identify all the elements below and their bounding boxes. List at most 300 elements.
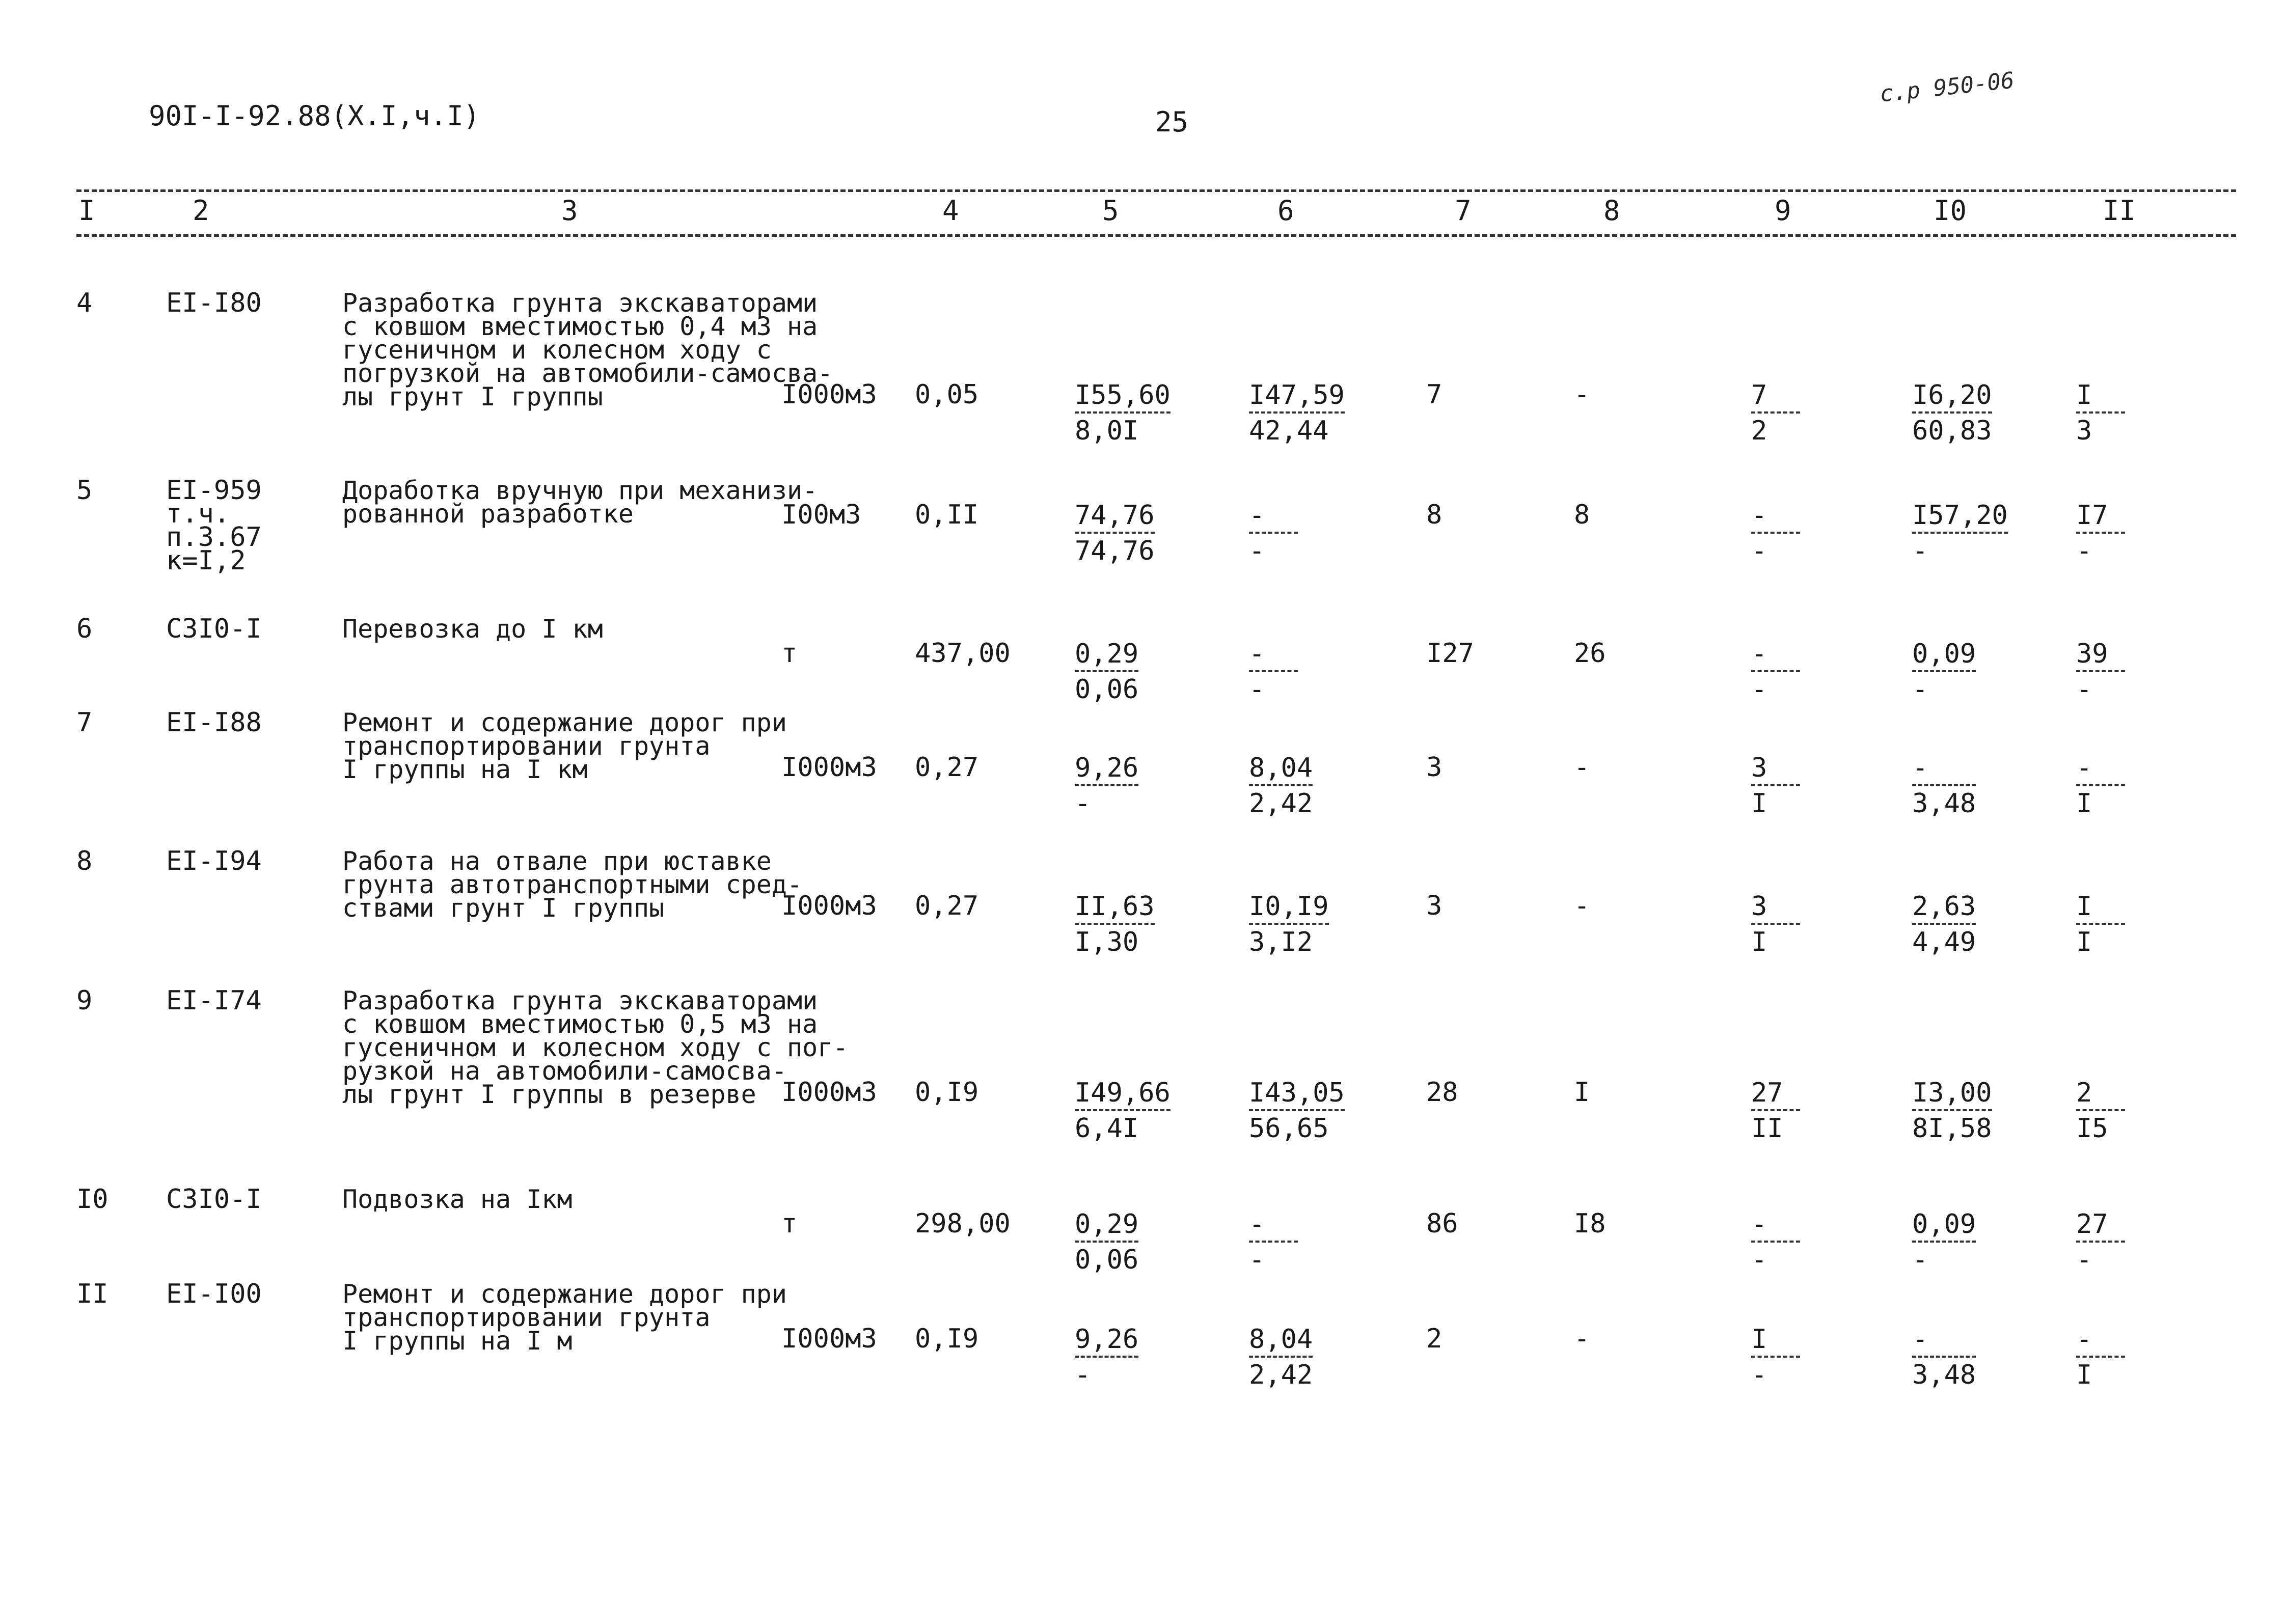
fraction-numerator: I55,60: [1075, 380, 1171, 410]
fraction-denominator: -: [1751, 674, 1767, 705]
work-description-line: рузкой на автомобили-самосва-: [342, 1056, 787, 1086]
fraction-cell-c9: [1751, 755, 1800, 817]
fraction-numerator: I0,I9: [1249, 891, 1329, 922]
work-description: [342, 1279, 787, 1356]
work-description: [342, 846, 803, 923]
fraction-cell-c9: [1751, 893, 1800, 955]
row-number-text: 5: [76, 475, 93, 506]
fraction-numerator: -: [2076, 1324, 2092, 1355]
fraction-cell-c6: [1249, 893, 1329, 955]
fraction-denominator: I5: [2076, 1113, 2108, 1144]
fraction-bar: [1912, 411, 1992, 414]
value-cell-c7: [1426, 752, 1443, 783]
fraction-bar: [1751, 1356, 1800, 1358]
unit-text: I000м3: [781, 891, 877, 921]
work-description-line: грунта автотранспортными сред-: [342, 870, 803, 899]
fraction-denominator: I,30: [1075, 927, 1139, 957]
rate-code-line: п.3.67: [166, 522, 262, 553]
fraction-cell-c9: [1751, 502, 1800, 564]
stamp-mark: с.р 950-06: [1879, 67, 2016, 107]
work-description-line: гусеничном и колесном ходу с: [342, 335, 772, 365]
fraction-bar: [1912, 1109, 1992, 1111]
value-text: -: [1574, 891, 1590, 921]
value-text: -: [1574, 752, 1590, 783]
fraction-bar: [1751, 411, 1800, 414]
rate-code: [166, 475, 262, 576]
fraction-denominator: 74,76: [1075, 536, 1155, 566]
fraction-numerator: I: [2076, 891, 2092, 922]
fraction-bar: [1249, 784, 1313, 786]
work-description-line: Ремонт и содержание дорог при: [342, 1279, 787, 1309]
quantity: [915, 1324, 979, 1354]
fraction-numerator: I3,00: [1912, 1078, 1992, 1108]
rate-code: [166, 614, 262, 644]
fraction-denominator: 3,48: [1912, 788, 1976, 819]
work-description-line: лы грунт I группы: [342, 382, 603, 411]
unit-text: I000м3: [781, 1324, 877, 1354]
fraction-denominator: -: [1751, 1360, 1767, 1390]
fraction-cell-c11: [2076, 1080, 2125, 1142]
fraction-cell-c9: [1751, 1211, 1800, 1273]
fraction-denominator: 4,49: [1912, 927, 1976, 957]
fraction-bar: [1912, 670, 1976, 672]
quantity-text: 0,II: [915, 500, 979, 530]
fraction-denominator: 2: [1751, 416, 1767, 446]
work-description-line: I группы на I м: [342, 1326, 573, 1356]
rate-code-line: C3I0-I: [166, 1184, 262, 1215]
fraction-numerator: 39: [2076, 639, 2108, 669]
fraction-denominator: I: [2076, 927, 2092, 957]
fraction-numerator: 0,09: [1912, 639, 1976, 669]
work-description-line: I группы на I км: [342, 755, 588, 784]
unit-text: I000м3: [781, 379, 877, 410]
fraction-cell-c5: [1075, 382, 1171, 444]
row-number-text: 9: [76, 985, 93, 1016]
fraction-denominator: I: [1751, 927, 1767, 957]
row-number-text: 8: [76, 846, 93, 876]
value-text: 7: [1426, 379, 1443, 410]
rate-code: [166, 1279, 262, 1309]
fraction-cell-c10: [1912, 755, 1976, 817]
fraction-cell-c11: [2076, 1211, 2125, 1273]
fraction-bar: [1075, 1356, 1138, 1358]
column-header: 8: [1603, 195, 1620, 227]
value-text: 86: [1426, 1208, 1458, 1239]
work-description: [342, 1185, 573, 1214]
value-text: 2: [1426, 1324, 1443, 1354]
fraction-cell-c9: [1751, 382, 1800, 444]
fraction-bar: [2076, 1241, 2125, 1243]
fraction-cell-c10: [1912, 1211, 1976, 1273]
value-cell-c7: [1426, 891, 1443, 921]
fraction-numerator: 9,26: [1075, 753, 1139, 783]
fraction-denominator: -: [1751, 1245, 1767, 1275]
value-cell-c8: [1574, 500, 1590, 530]
fraction-cell-c10: [1912, 382, 1992, 444]
row-number: [76, 288, 93, 318]
fraction-bar: [1751, 784, 1800, 786]
row-number-text: II: [76, 1279, 108, 1309]
fraction-numerator: I6,20: [1912, 380, 1992, 410]
fraction-cell-c6: [1249, 502, 1298, 564]
fraction-numerator: -: [1751, 500, 1767, 531]
work-description-line: с ковшом вместимостью 0,4 м3 на: [342, 312, 818, 341]
unit-text: т: [781, 1208, 798, 1239]
fraction-bar: [1912, 1241, 1976, 1243]
value-text: 3: [1426, 752, 1443, 783]
rate-code-line: т.ч.: [166, 499, 230, 529]
value-cell-c8: [1574, 379, 1590, 410]
fraction-denominator: 2,42: [1249, 788, 1313, 819]
fraction-cell-c11: [2076, 755, 2125, 817]
fraction-cell-c11: [2076, 502, 2125, 564]
fraction-cell-c9: [1751, 1326, 1800, 1388]
work-description: [342, 986, 849, 1109]
fraction-denominator: -: [1075, 788, 1091, 819]
rate-code-line: EI-I00: [166, 1279, 262, 1309]
fraction-cell-c5: [1075, 893, 1155, 955]
fraction-denominator: I: [2076, 788, 2092, 819]
fraction-numerator: -: [2076, 753, 2092, 783]
fraction-cell-c6: [1249, 1080, 1345, 1142]
fraction-denominator: 56,65: [1249, 1113, 1329, 1144]
value-cell-c7: [1426, 1324, 1443, 1354]
column-header: 6: [1277, 195, 1294, 227]
value-cell-c7: [1426, 1208, 1458, 1239]
fraction-cell-c5: [1075, 502, 1155, 564]
unit-of-measure: [781, 891, 877, 921]
rate-code-line: EI-I94: [166, 846, 262, 876]
fraction-numerator: 2: [2076, 1078, 2092, 1108]
value-cell-c8: [1574, 1077, 1590, 1108]
fraction-cell-c6: [1249, 1326, 1313, 1388]
rate-code: [166, 707, 262, 738]
work-description-line: с ковшом вместимостью 0,5 м3 на: [342, 1009, 818, 1039]
fraction-denominator: 3,I2: [1249, 927, 1313, 957]
unit-text: т: [781, 638, 798, 669]
quantity-text: 0,I9: [915, 1077, 979, 1108]
fraction-numerator: 7: [1751, 380, 1767, 410]
unit-of-measure: [781, 638, 798, 669]
fraction-denominator: I: [1751, 788, 1767, 819]
fraction-denominator: 6,4I: [1075, 1113, 1139, 1144]
fraction-bar: [2076, 670, 2125, 672]
column-header: 4: [942, 195, 959, 227]
fraction-bar: [1075, 532, 1155, 534]
fraction-numerator: I47,59: [1249, 380, 1345, 410]
quantity: [915, 500, 979, 530]
fraction-denominator: -: [1249, 1245, 1265, 1275]
value-text: -: [1574, 379, 1590, 410]
value-text: 26: [1574, 638, 1606, 669]
fraction-numerator: 0,29: [1075, 1209, 1139, 1240]
work-description-line: Разработка грунта экскаваторами: [342, 986, 818, 1015]
quantity-text: 0,05: [915, 379, 979, 410]
rate-code: [166, 846, 262, 876]
fraction-bar: [1751, 923, 1800, 925]
quantity-text: 0,I9: [915, 1324, 979, 1354]
fraction-numerator: I: [1751, 1324, 1767, 1355]
fraction-bar: [1751, 532, 1800, 534]
rate-code: [166, 288, 262, 318]
fraction-bar: [1075, 784, 1138, 786]
work-description-line: рованной разработке: [342, 499, 634, 529]
fraction-cell-c5: [1075, 1211, 1138, 1273]
value-text: I27: [1426, 638, 1474, 669]
fraction-cell-c11: [2076, 893, 2125, 955]
value-text: I: [1574, 1077, 1590, 1108]
work-description: [342, 476, 818, 529]
fraction-denominator: -: [1075, 1360, 1091, 1390]
fraction-bar: [1751, 1109, 1800, 1111]
work-description: [342, 288, 833, 411]
rate-code-line: к=I,2: [166, 545, 246, 576]
fraction-denominator: -: [1912, 1245, 1928, 1275]
value-text: 8: [1574, 500, 1590, 530]
fraction-cell-c6: [1249, 1211, 1298, 1273]
work-description: [342, 708, 787, 784]
fraction-bar: [1249, 923, 1329, 925]
rate-code-line: EI-I88: [166, 707, 262, 738]
fraction-denominator: 60,83: [1912, 416, 1992, 446]
value-cell-c8: [1574, 752, 1590, 783]
row-number: [76, 707, 93, 738]
unit-text: I000м3: [781, 1077, 877, 1108]
fraction-denominator: 3: [2076, 416, 2092, 446]
work-description-line: Ремонт и содержание дорог при: [342, 708, 787, 737]
rate-code-line: EI-I80: [166, 288, 262, 318]
quantity: [915, 891, 979, 921]
fraction-numerator: -: [1249, 639, 1265, 669]
fraction-numerator: I: [2076, 380, 2092, 410]
row-number-text: I0: [76, 1184, 108, 1215]
work-description-line: Перевозка до I км: [342, 614, 603, 644]
column-header: I: [78, 195, 95, 227]
unit-text: I000м3: [781, 752, 877, 783]
unit-of-measure: [781, 1077, 877, 1108]
fraction-denominator: 2,42: [1249, 1360, 1313, 1390]
unit-of-measure: [781, 1324, 877, 1354]
work-description-line: Работа на отвале при юставке: [342, 846, 772, 876]
fraction-cell-c11: [2076, 382, 2125, 444]
work-description-line: Подвозка на Iкм: [342, 1185, 573, 1214]
fraction-numerator: 8,04: [1249, 753, 1313, 783]
quantity-text: 298,00: [915, 1208, 1011, 1239]
row-number: [76, 1184, 108, 1215]
work-description-line: Доработка вручную при механизи-: [342, 476, 818, 505]
row-number-text: 6: [76, 614, 93, 644]
quantity-text: 0,27: [915, 891, 979, 921]
value-text: 8: [1426, 500, 1443, 530]
unit-of-measure: [781, 1208, 798, 1239]
fraction-cell-c9: [1751, 1080, 1800, 1142]
unit-of-measure: [781, 500, 861, 530]
fraction-bar: [1249, 670, 1298, 672]
quantity-text: 437,00: [915, 638, 1011, 669]
fraction-numerator: 27: [2076, 1209, 2108, 1240]
column-header: 7: [1455, 195, 1472, 227]
fraction-cell-c10: [1912, 1326, 1976, 1388]
fraction-numerator: -: [1912, 753, 1928, 783]
fraction-denominator: 42,44: [1249, 416, 1329, 446]
fraction-bar: [1075, 670, 1138, 672]
fraction-denominator: 0,06: [1075, 1245, 1139, 1275]
fraction-bar: [1249, 1356, 1313, 1358]
fraction-bar: [1751, 670, 1800, 672]
fraction-numerator: -: [1249, 500, 1265, 531]
fraction-numerator: 9,26: [1075, 1324, 1139, 1355]
fraction-bar: [1075, 923, 1155, 925]
fraction-cell-c10: [1912, 1080, 1992, 1142]
column-header: 2: [193, 195, 209, 227]
fraction-cell-c6: [1249, 641, 1298, 703]
fraction-denominator: 3,48: [1912, 1360, 1976, 1390]
value-cell-c7: [1426, 500, 1443, 530]
fraction-numerator: II,63: [1075, 891, 1155, 922]
fraction-numerator: I57,20: [1912, 500, 2008, 531]
fraction-denominator: -: [1249, 536, 1265, 566]
value-cell-c8: [1574, 638, 1606, 669]
fraction-bar: [2076, 411, 2125, 414]
fraction-bar: [1249, 1241, 1298, 1243]
value-cell-c8: [1574, 1208, 1606, 1239]
row-number: [76, 1279, 108, 1309]
quantity: [915, 638, 1011, 669]
fraction-bar: [1075, 411, 1171, 414]
row-number: [76, 614, 93, 644]
fraction-bar: [2076, 1109, 2125, 1111]
column-header: II: [2103, 195, 2136, 227]
fraction-cell-c10: [1912, 502, 2008, 564]
fraction-denominator: I: [2076, 1360, 2092, 1390]
rate-code: [166, 985, 262, 1016]
fraction-cell-c10: [1912, 893, 1976, 955]
rate-code-line: C3I0-I: [166, 614, 262, 644]
document-code: 90I-I-92.88(X.I,ч.I): [149, 100, 480, 132]
fraction-denominator: -: [1751, 536, 1767, 566]
row-number-text: 7: [76, 707, 93, 738]
rate-code-line: EI-959: [166, 475, 262, 506]
column-header: 9: [1775, 195, 1791, 227]
fraction-bar: [2076, 784, 2125, 786]
fraction-cell-c9: [1751, 641, 1800, 703]
quantity: [915, 1077, 979, 1108]
work-description-line: погрузкой на автомобили-самосва-: [342, 359, 833, 388]
fraction-cell-c5: [1075, 1326, 1138, 1388]
fraction-bar: [1075, 1241, 1138, 1243]
fraction-denominator: -: [2076, 1245, 2092, 1275]
fraction-numerator: -: [1751, 639, 1767, 669]
fraction-cell-c11: [2076, 641, 2125, 703]
unit-of-measure: [781, 379, 877, 410]
value-cell-c7: [1426, 638, 1474, 669]
fraction-bar: [1249, 532, 1298, 534]
fraction-numerator: I49,66: [1075, 1078, 1171, 1108]
work-description: [342, 614, 603, 644]
fraction-bar: [1912, 1356, 1976, 1358]
rate-code: [166, 1184, 262, 1215]
value-text: I8: [1574, 1208, 1606, 1239]
fraction-bar: [1912, 532, 2008, 534]
fraction-denominator: -: [1912, 674, 1928, 705]
work-description-line: Разработка грунта экскаваторами: [342, 288, 818, 318]
fraction-numerator: 27: [1751, 1078, 1783, 1108]
fraction-bar: [2076, 1356, 2125, 1358]
quantity: [915, 752, 979, 783]
fraction-bar: [1249, 1109, 1345, 1111]
quantity: [915, 379, 979, 410]
work-description-line: лы грунт I группы в резерве: [342, 1080, 756, 1109]
fraction-bar: [2076, 532, 2125, 534]
fraction-numerator: 8,04: [1249, 1324, 1313, 1355]
fraction-denominator: 0,06: [1075, 674, 1139, 705]
fraction-numerator: -: [1751, 1209, 1767, 1240]
fraction-denominator: -: [2076, 536, 2092, 566]
fraction-cell-c5: [1075, 755, 1138, 817]
row-number: [76, 475, 93, 506]
fraction-numerator: I7: [2076, 500, 2108, 531]
fraction-bar: [1912, 784, 1976, 786]
fraction-numerator: -: [1912, 1324, 1928, 1355]
unit-of-measure: [781, 752, 877, 783]
fraction-cell-c5: [1075, 641, 1138, 703]
fraction-numerator: 3: [1751, 753, 1767, 783]
page-number: 25: [1155, 106, 1189, 138]
fraction-numerator: -: [1249, 1209, 1265, 1240]
value-cell-c7: [1426, 379, 1443, 410]
fraction-cell-c6: [1249, 755, 1313, 817]
fraction-denominator: 8I,58: [1912, 1113, 1992, 1144]
fraction-denominator: II: [1751, 1113, 1783, 1144]
fraction-denominator: 8,0I: [1075, 416, 1139, 446]
fraction-numerator: 0,29: [1075, 639, 1139, 669]
work-description-line: ствами грунт I группы: [342, 893, 665, 923]
row-number: [76, 985, 93, 1016]
column-header: 5: [1102, 195, 1119, 227]
quantity-text: 0,27: [915, 752, 979, 783]
fraction-bar: [1249, 411, 1345, 414]
fraction-bar: [1912, 923, 1976, 925]
column-header: 3: [561, 195, 578, 227]
fraction-denominator: -: [1912, 536, 1928, 566]
fraction-numerator: I43,05: [1249, 1078, 1345, 1108]
rate-code-line: EI-I74: [166, 985, 262, 1016]
fraction-bar: [1751, 1241, 1800, 1243]
value-cell-c8: [1574, 1324, 1590, 1354]
fraction-bar: [1075, 1109, 1171, 1111]
fraction-numerator: 2,63: [1912, 891, 1976, 922]
row-number: [76, 846, 93, 876]
column-header: I0: [1934, 195, 1967, 227]
fraction-numerator: 3: [1751, 891, 1767, 922]
value-cell-c7: [1426, 1077, 1458, 1108]
value-cell-c8: [1574, 891, 1590, 921]
work-description-line: гусеничном и колесном ходу с пог-: [342, 1033, 849, 1062]
fraction-numerator: 74,76: [1075, 500, 1155, 531]
fraction-denominator: -: [1249, 674, 1265, 705]
fraction-cell-c11: [2076, 1326, 2125, 1388]
fraction-cell-c6: [1249, 382, 1345, 444]
value-text: 28: [1426, 1077, 1458, 1108]
quantity: [915, 1208, 1011, 1239]
fraction-bar: [2076, 923, 2125, 925]
row-number-text: 4: [76, 288, 93, 318]
unit-text: I00м3: [781, 500, 861, 530]
fraction-denominator: -: [2076, 674, 2092, 705]
value-text: 3: [1426, 891, 1443, 921]
work-description-line: транспортировании грунта: [342, 1303, 711, 1332]
work-description-line: транспортировании грунта: [342, 731, 711, 761]
